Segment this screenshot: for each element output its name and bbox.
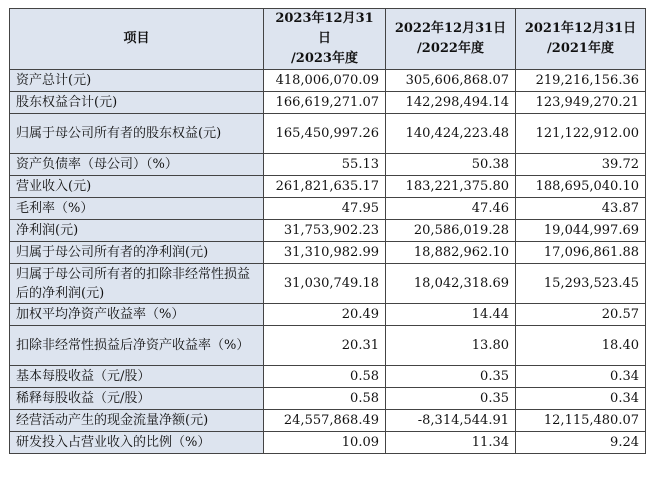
row-label: 股东权益合计(元) bbox=[10, 92, 264, 114]
value-2021: 12,115,480.07 bbox=[516, 410, 646, 432]
row-label: 研发投入占营业收入的比例（%） bbox=[10, 432, 264, 454]
table-row bbox=[10, 154, 646, 176]
value-2021: 15,293,523.45 bbox=[516, 264, 646, 304]
financial-summary-table bbox=[9, 8, 646, 454]
row-label: 归属于母公司所有者的净利润(元) bbox=[10, 242, 264, 264]
table-row bbox=[10, 92, 646, 114]
value-2021: 188,695,040.10 bbox=[516, 176, 646, 198]
value-2022: 18,042,318.69 bbox=[386, 264, 516, 304]
value-2023: 166,619,271.07 bbox=[264, 92, 386, 114]
value-2021: 43.87 bbox=[516, 198, 646, 220]
row-label: 资产负债率（母公司）（%） bbox=[10, 154, 264, 176]
value-2022: 142,298,494.14 bbox=[386, 92, 516, 114]
value-2023: 20.31 bbox=[264, 326, 386, 366]
value-2023: 261,821,635.17 bbox=[264, 176, 386, 198]
row-label: 归属于母公司所有者的扣除非经常性损益后的净利润(元) bbox=[10, 264, 264, 304]
value-2022: -8,314,544.91 bbox=[386, 410, 516, 432]
value-2022: 11.34 bbox=[386, 432, 516, 454]
value-2023: 31,310,982.99 bbox=[264, 242, 386, 264]
header-2022 bbox=[386, 9, 516, 70]
row-label: 净利润(元) bbox=[10, 220, 264, 242]
value-2023: 10.09 bbox=[264, 432, 386, 454]
header-2021-date: 2021年12月31日 bbox=[524, 21, 637, 36]
table-row bbox=[10, 326, 646, 366]
value-2021: 17,096,861.88 bbox=[516, 242, 646, 264]
value-2023: 20.49 bbox=[264, 304, 386, 326]
header-2021 bbox=[516, 9, 646, 70]
value-2022: 14.44 bbox=[386, 304, 516, 326]
row-label: 毛利率（%） bbox=[10, 198, 264, 220]
value-2021: 121,122,912.00 bbox=[516, 114, 646, 154]
header-2023-period: /2023年度 bbox=[291, 51, 358, 66]
value-2021: 18.40 bbox=[516, 326, 646, 366]
header-item: 项目 bbox=[10, 9, 264, 70]
value-2021: 19,044,997.69 bbox=[516, 220, 646, 242]
value-2023: 418,006,070.09 bbox=[264, 70, 386, 92]
value-2022: 183,221,375.80 bbox=[386, 176, 516, 198]
value-2022: 13.80 bbox=[386, 326, 516, 366]
value-2022: 305,606,868.07 bbox=[386, 70, 516, 92]
table-row bbox=[10, 198, 646, 220]
table-row bbox=[10, 304, 646, 326]
value-2023: 55.13 bbox=[264, 154, 386, 176]
table-row bbox=[10, 114, 646, 154]
value-2022: 0.35 bbox=[386, 388, 516, 410]
value-2023: 47.95 bbox=[264, 198, 386, 220]
header-2023-date: 2023年12月31日 bbox=[275, 11, 374, 46]
value-2021: 9.24 bbox=[516, 432, 646, 454]
table-row bbox=[10, 366, 646, 388]
value-2021: 123,949,270.21 bbox=[516, 92, 646, 114]
row-label: 稀释每股收益（元/股） bbox=[10, 388, 264, 410]
value-2021: 20.57 bbox=[516, 304, 646, 326]
table-row bbox=[10, 432, 646, 454]
row-label: 扣除非经常性损益后净资产收益率（%） bbox=[10, 326, 264, 366]
header-2022-period: /2022年度 bbox=[417, 41, 484, 56]
table-row bbox=[10, 176, 646, 198]
value-2022: 140,424,223.48 bbox=[386, 114, 516, 154]
header-2022-date: 2022年12月31日 bbox=[394, 21, 507, 36]
value-2021: 219,216,156.36 bbox=[516, 70, 646, 92]
header-2023 bbox=[264, 9, 386, 70]
value-2023: 0.58 bbox=[264, 388, 386, 410]
value-2021: 0.34 bbox=[516, 366, 646, 388]
value-2022: 0.35 bbox=[386, 366, 516, 388]
table-row bbox=[10, 70, 646, 92]
value-2023: 165,450,997.26 bbox=[264, 114, 386, 154]
table-row bbox=[10, 264, 646, 304]
row-label: 营业收入(元) bbox=[10, 176, 264, 198]
table-row bbox=[10, 220, 646, 242]
row-label: 归属于母公司所有者的股东权益(元) bbox=[10, 114, 264, 154]
row-label: 加权平均净资产收益率（%） bbox=[10, 304, 264, 326]
value-2023: 24,557,868.49 bbox=[264, 410, 386, 432]
value-2021: 39.72 bbox=[516, 154, 646, 176]
header-2021-period: /2021年度 bbox=[547, 41, 614, 56]
value-2022: 50.38 bbox=[386, 154, 516, 176]
financial-summary-table-container bbox=[9, 8, 646, 454]
value-2023: 0.58 bbox=[264, 366, 386, 388]
table-row bbox=[10, 410, 646, 432]
row-label: 资产总计(元) bbox=[10, 70, 264, 92]
table-header-row bbox=[10, 9, 646, 70]
value-2023: 31,030,749.18 bbox=[264, 264, 386, 304]
row-label: 基本每股收益（元/股） bbox=[10, 366, 264, 388]
table-row bbox=[10, 242, 646, 264]
value-2022: 47.46 bbox=[386, 198, 516, 220]
table-row bbox=[10, 388, 646, 410]
value-2021: 0.34 bbox=[516, 388, 646, 410]
row-label: 经营活动产生的现金流量净额(元) bbox=[10, 410, 264, 432]
value-2023: 31,753,902.23 bbox=[264, 220, 386, 242]
value-2022: 20,586,019.28 bbox=[386, 220, 516, 242]
value-2022: 18,882,962.10 bbox=[386, 242, 516, 264]
